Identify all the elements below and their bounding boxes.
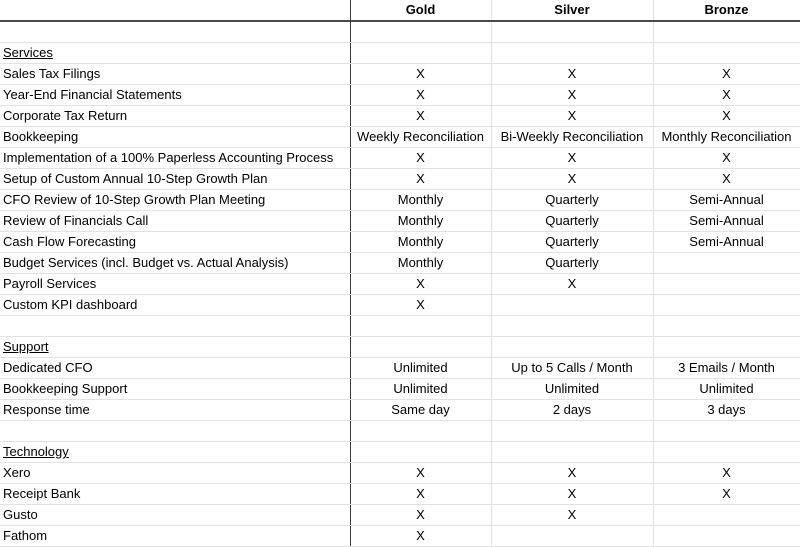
feature-label: Implementation of a 100% Paperless Accounting Process <box>3 150 334 165</box>
feature-label: Response time <box>3 402 90 417</box>
feature-label: Gusto <box>3 507 38 522</box>
tier-cell-gold[interactable]: X <box>350 85 491 106</box>
feature-label: CFO Review of 10-Step Growth Plan Meeting <box>3 192 266 207</box>
table-row <box>0 127 800 148</box>
tier-cell-bronze[interactable]: X <box>653 463 800 484</box>
feature-label-cell[interactable] <box>0 295 350 316</box>
tier-cell-bronze[interactable] <box>653 274 800 295</box>
feature-label: Custom KPI dashboard <box>3 297 138 312</box>
tier-cell-bronze[interactable]: X <box>653 169 800 190</box>
table-row <box>0 148 800 169</box>
tier-cell-bronze[interactable]: Monthly Reconciliation <box>653 127 800 148</box>
tier-cell-silver[interactable] <box>491 295 653 316</box>
tier-cell-bronze[interactable]: Semi-Annual <box>653 232 800 253</box>
feature-label: Payroll Services <box>3 276 97 291</box>
tier-cell-bronze[interactable]: X <box>653 85 800 106</box>
tier-cell-silver[interactable]: Quarterly <box>491 232 653 253</box>
table-row <box>0 379 800 400</box>
tier-cell-silver[interactable]: X <box>491 463 653 484</box>
feature-label-cell[interactable] <box>0 169 350 190</box>
tier-cell-gold[interactable]: Weekly Reconciliation <box>350 127 491 148</box>
tier-cell-silver[interactable]: Bi-Weekly Reconciliation <box>491 127 653 148</box>
tier-cell-gold[interactable]: Monthly <box>350 211 491 232</box>
tier-cell-gold[interactable]: Monthly <box>350 253 491 274</box>
tier-cell-gold[interactable] <box>350 316 491 337</box>
tier-cell-silver[interactable]: X <box>491 274 653 295</box>
tier-cell-gold[interactable]: X <box>350 106 491 127</box>
tier-cell-silver[interactable]: X <box>491 64 653 85</box>
tier-cell-silver[interactable]: Quarterly <box>491 253 653 274</box>
section-heading: Support <box>3 339 49 354</box>
tier-cell-silver[interactable]: X <box>491 505 653 526</box>
table-row <box>0 85 800 106</box>
feature-label: Xero <box>3 465 31 480</box>
table-row <box>0 400 800 421</box>
tier-cell-bronze[interactable]: X <box>653 148 800 169</box>
tier-cell-silver[interactable] <box>491 21 653 43</box>
feature-column-header[interactable] <box>0 0 350 21</box>
feature-label: Bookkeeping Support <box>3 381 128 396</box>
tier-cell-gold[interactable]: Monthly <box>350 232 491 253</box>
tier-cell-silver[interactable]: Up to 5 Calls / Month <box>491 358 653 379</box>
tier-cell-bronze[interactable] <box>653 526 800 547</box>
tier-cell-silver[interactable] <box>491 316 653 337</box>
tier-cell-bronze[interactable]: Unlimited <box>653 379 800 400</box>
feature-label-cell[interactable] <box>0 421 350 442</box>
tier-cell-gold[interactable]: X <box>350 484 491 505</box>
tier-cell-bronze[interactable] <box>653 337 800 358</box>
tier-cell-silver[interactable] <box>491 421 653 442</box>
tier-cell-bronze[interactable]: X <box>653 484 800 505</box>
tier-cell-silver[interactable]: Quarterly <box>491 190 653 211</box>
tier-cell-gold[interactable] <box>350 421 491 442</box>
table-row <box>0 211 800 232</box>
tier-cell-bronze[interactable] <box>653 295 800 316</box>
feature-label: Dedicated CFO <box>3 360 93 375</box>
tier-cell-gold[interactable]: X <box>350 148 491 169</box>
section-heading-cell[interactable] <box>0 442 350 463</box>
table-row <box>0 463 800 484</box>
blank-row <box>0 21 800 43</box>
tier-cell-silver[interactable] <box>491 43 653 64</box>
tier-cell-bronze[interactable] <box>653 43 800 64</box>
feature-label-cell[interactable] <box>0 127 350 148</box>
table-row <box>0 106 800 127</box>
feature-label-cell[interactable] <box>0 358 350 379</box>
tier-cell-bronze[interactable] <box>653 316 800 337</box>
tier-cell-silver[interactable] <box>491 442 653 463</box>
tier-header-gold[interactable]: Gold <box>350 0 491 21</box>
table-row <box>0 274 800 295</box>
blank-row <box>0 421 800 442</box>
tier-cell-gold[interactable]: Monthly <box>350 190 491 211</box>
feature-label: Year-End Financial Statements <box>3 87 182 102</box>
header-row <box>0 0 800 21</box>
table-row <box>0 232 800 253</box>
feature-label-cell[interactable] <box>0 400 350 421</box>
tier-cell-silver[interactable]: X <box>491 169 653 190</box>
table-row <box>0 484 800 505</box>
feature-label: Budget Services (incl. Budget vs. Actual Analysis) <box>3 255 289 270</box>
tier-cell-gold[interactable] <box>350 337 491 358</box>
feature-label-cell[interactable] <box>0 526 350 547</box>
tier-cell-gold[interactable]: X <box>350 295 491 316</box>
section-row <box>0 337 800 358</box>
tier-cell-bronze[interactable]: 3 days <box>653 400 800 421</box>
tier-cell-gold[interactable]: X <box>350 169 491 190</box>
section-heading-cell[interactable] <box>0 337 350 358</box>
section-row <box>0 43 800 64</box>
tier-cell-gold[interactable] <box>350 43 491 64</box>
feature-label: Cash Flow Forecasting <box>3 234 136 249</box>
tier-cell-bronze[interactable]: Semi-Annual <box>653 190 800 211</box>
section-heading: Services <box>3 45 53 60</box>
feature-label: Bookkeeping <box>3 129 79 144</box>
feature-label-cell[interactable] <box>0 463 350 484</box>
feature-label-cell[interactable] <box>0 379 350 400</box>
feature-label-cell[interactable] <box>0 64 350 85</box>
tier-cell-silver[interactable]: X <box>491 148 653 169</box>
section-row <box>0 442 800 463</box>
tier-header-silver[interactable]: Silver <box>491 0 653 21</box>
table-row <box>0 505 800 526</box>
feature-label-cell[interactable] <box>0 505 350 526</box>
section-heading-cell[interactable] <box>0 43 350 64</box>
table-row <box>0 253 800 274</box>
tier-cell-silver[interactable]: X <box>491 85 653 106</box>
feature-label: Receipt Bank <box>3 486 81 501</box>
feature-label: Fathom <box>3 528 48 543</box>
tier-cell-silver[interactable]: Quarterly <box>491 211 653 232</box>
table-row <box>0 358 800 379</box>
section-heading: Technology <box>3 444 69 459</box>
feature-label-cell[interactable] <box>0 253 350 274</box>
tier-cell-gold[interactable]: X <box>350 64 491 85</box>
tier-cell-gold[interactable] <box>350 21 491 43</box>
feature-label: Sales Tax Filings <box>3 66 101 81</box>
feature-label-cell[interactable] <box>0 21 350 43</box>
tier-cell-gold[interactable]: X <box>350 505 491 526</box>
tier-cell-bronze[interactable]: 3 Emails / Month <box>653 358 800 379</box>
feature-label-cell[interactable] <box>0 274 350 295</box>
tier-cell-silver[interactable]: X <box>491 484 653 505</box>
feature-label-cell[interactable] <box>0 85 350 106</box>
feature-label: Setup of Custom Annual 10-Step Growth Plan <box>3 171 268 186</box>
tier-header-bronze[interactable]: Bronze <box>653 0 800 21</box>
tier-cell-bronze[interactable]: X <box>653 106 800 127</box>
tier-cell-gold[interactable]: X <box>350 463 491 484</box>
feature-label-cell[interactable] <box>0 106 350 127</box>
table-row <box>0 169 800 190</box>
tier-cell-bronze[interactable] <box>653 21 800 43</box>
table-row <box>0 295 800 316</box>
feature-label: Review of Financials Call <box>3 213 149 228</box>
tier-cell-silver[interactable]: X <box>491 106 653 127</box>
tier-cell-gold[interactable]: Unlimited <box>350 379 491 400</box>
tier-cell-gold[interactable]: Same day <box>350 400 491 421</box>
tier-cell-silver[interactable]: Unlimited <box>491 379 653 400</box>
tier-cell-bronze[interactable] <box>653 421 800 442</box>
feature-label-cell[interactable] <box>0 484 350 505</box>
tier-cell-gold[interactable] <box>350 442 491 463</box>
tier-cell-bronze[interactable] <box>653 253 800 274</box>
feature-label-cell[interactable] <box>0 232 350 253</box>
feature-label-cell[interactable] <box>0 211 350 232</box>
table-row <box>0 190 800 211</box>
tier-cell-bronze[interactable]: Semi-Annual <box>653 211 800 232</box>
tier-cell-silver[interactable]: 2 days <box>491 400 653 421</box>
tier-cell-bronze[interactable] <box>653 442 800 463</box>
tier-cell-silver[interactable] <box>491 526 653 547</box>
feature-label-cell[interactable] <box>0 316 350 337</box>
tier-cell-gold[interactable]: X <box>350 526 491 547</box>
feature-label-cell[interactable] <box>0 190 350 211</box>
table-row <box>0 526 800 547</box>
tier-cell-silver[interactable] <box>491 337 653 358</box>
tier-cell-gold[interactable]: X <box>350 274 491 295</box>
tier-cell-bronze[interactable]: X <box>653 64 800 85</box>
table-row <box>0 64 800 85</box>
feature-label-cell[interactable] <box>0 148 350 169</box>
feature-label: Corporate Tax Return <box>3 108 128 123</box>
blank-row <box>0 316 800 337</box>
tier-cell-gold[interactable]: Unlimited <box>350 358 491 379</box>
tier-cell-bronze[interactable] <box>653 505 800 526</box>
